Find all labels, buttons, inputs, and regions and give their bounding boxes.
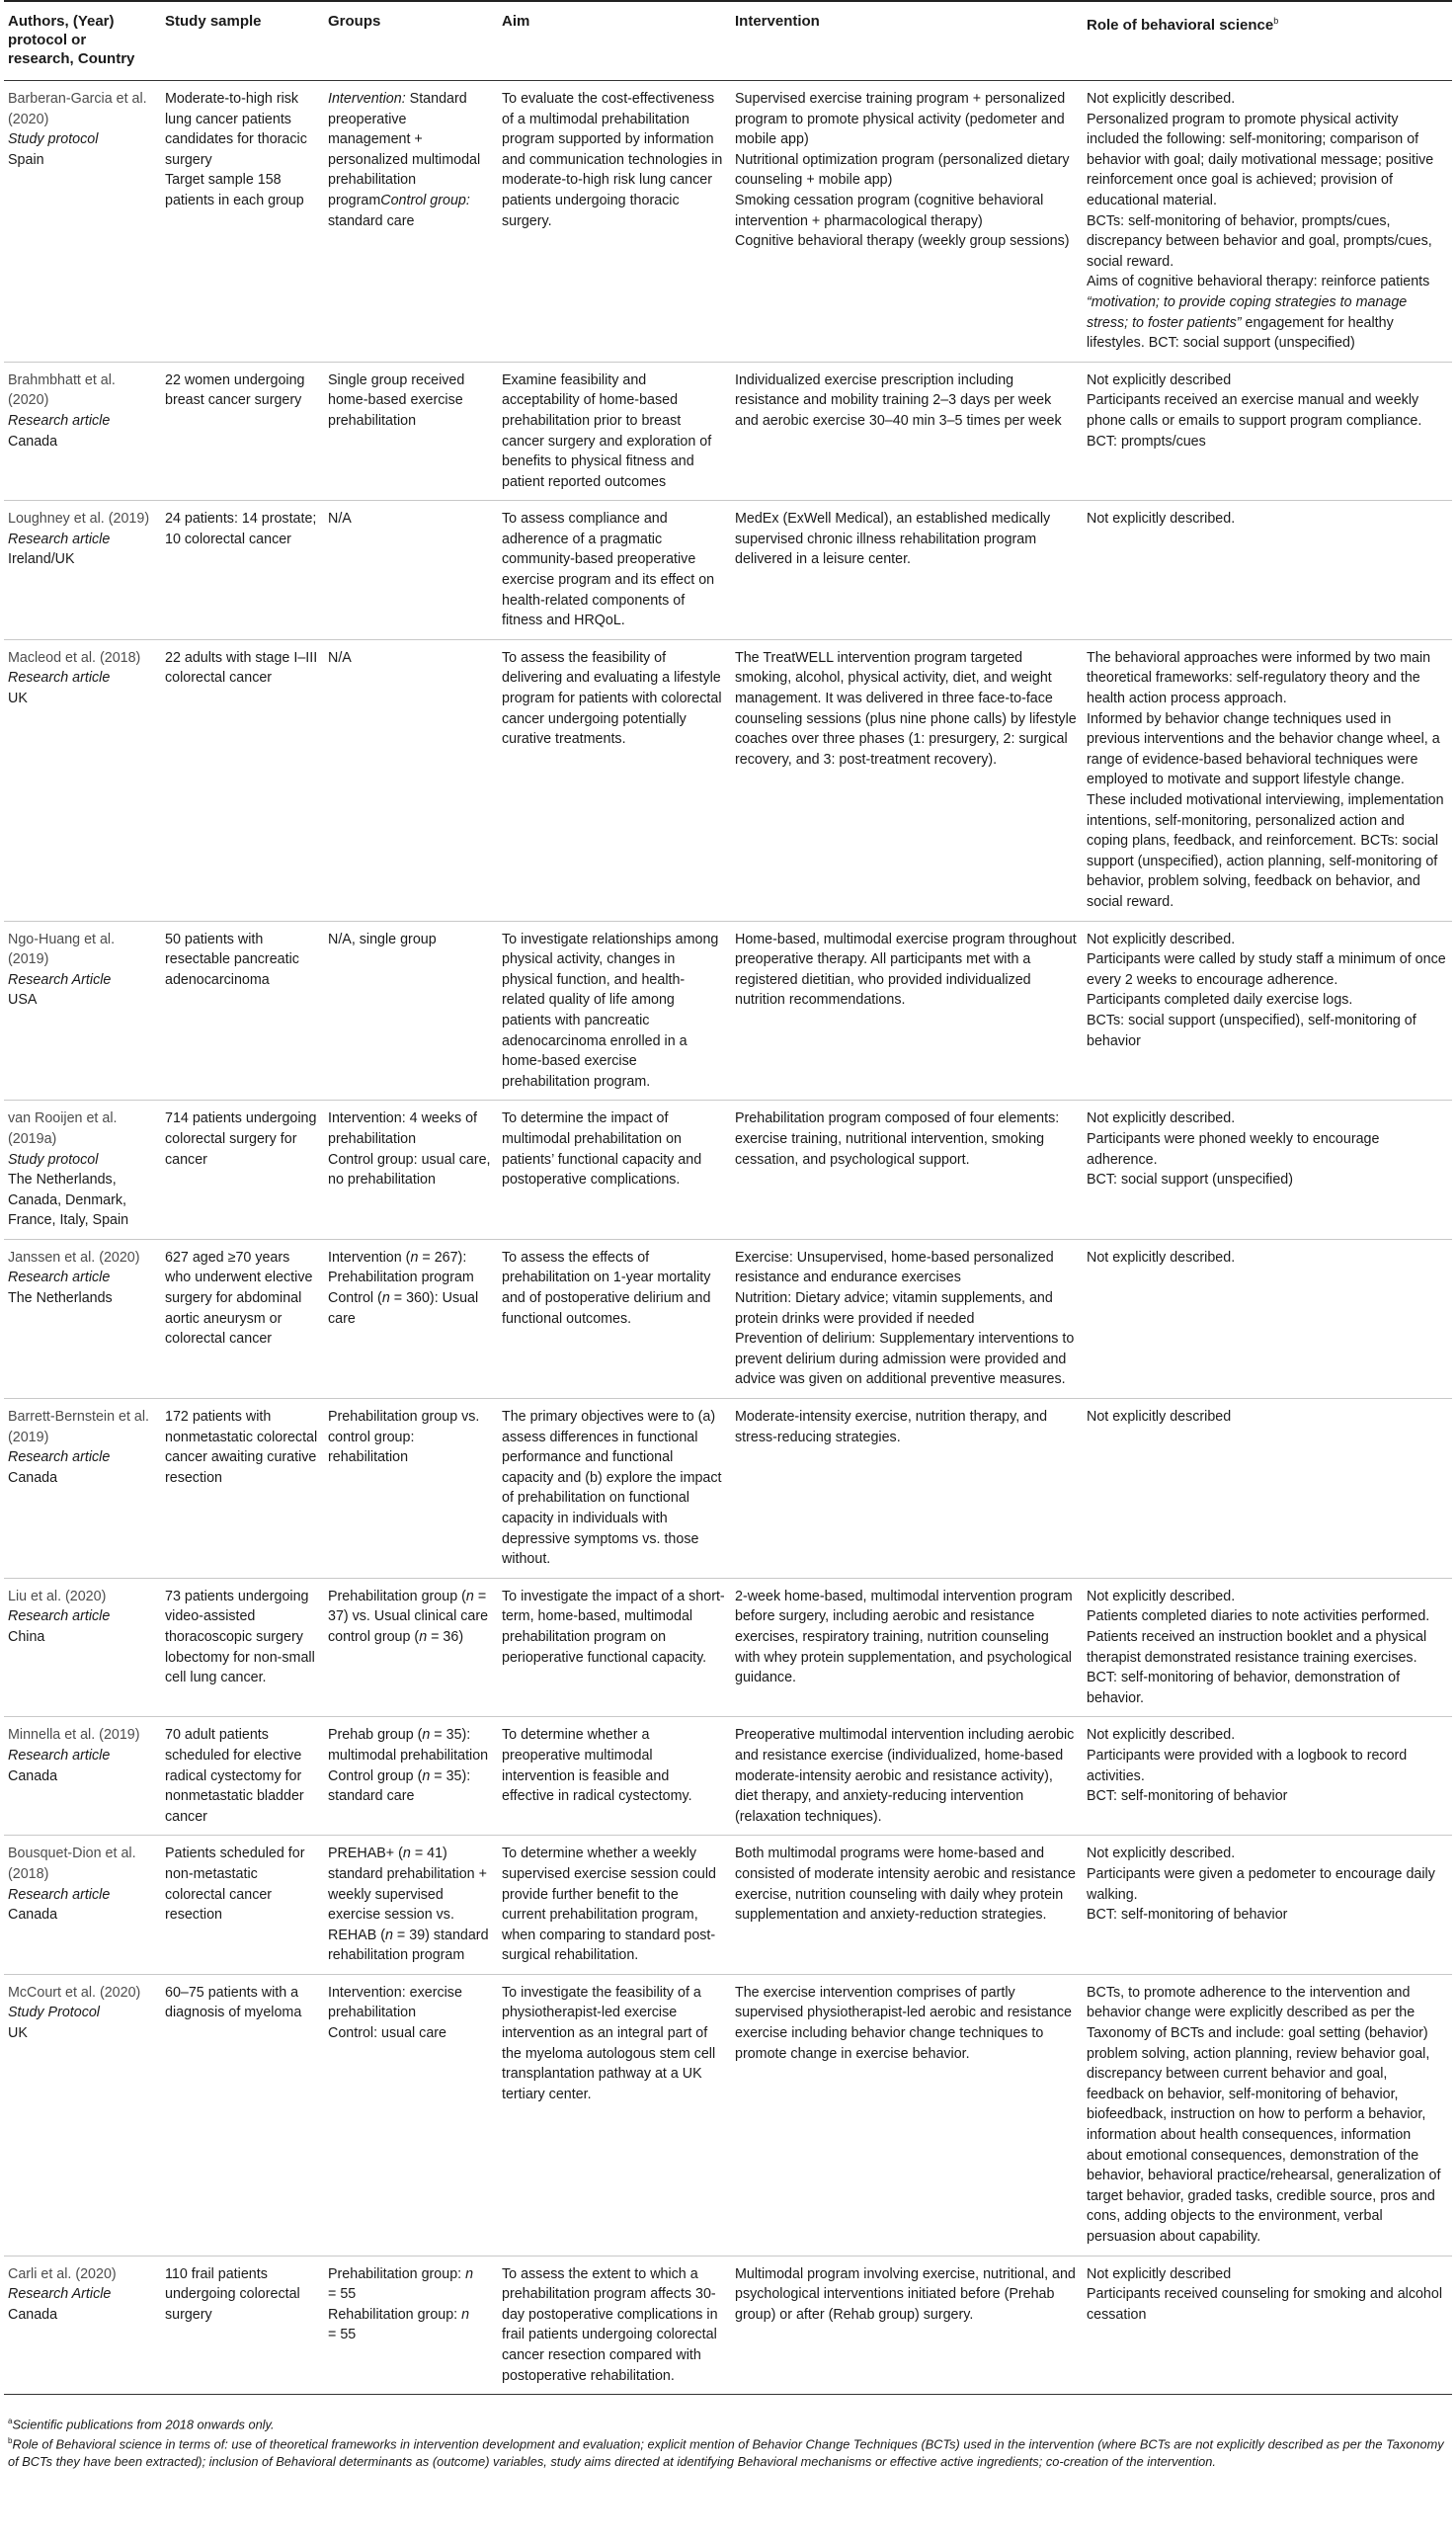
role-text: BCTs, to promote adherence to the intervention and behavior change were explicitly described as per the Taxonomy of BCTs and include: goal setting (behavior) problem solving, action planning, review behavior goal, discrepancy between current behavior and goal, feedback on behavior, self-monitoring of behavior, biofeedback, instruction on how to perform a behavior, information about health consequences, information about emotional consequences, demonstration of the behavior, behavioral practice/rehearsal, generalization of target behavior, graded tasks, credible source, pros and cons, adding objects to the environment, verbal persuasion about capability. bbox=[1087, 1984, 1441, 2245]
intervention-text: Moderate-intensity exercise, nutrition therapy, and stress-reducing strategies. bbox=[735, 1409, 1048, 1445]
cell-groups bbox=[324, 1399, 498, 1579]
cell-authors bbox=[4, 1399, 161, 1579]
sample-text: 24 patients: 14 prostate; 10 colorectal cancer bbox=[165, 511, 317, 547]
cell-intervention bbox=[731, 1399, 1083, 1579]
author-name: Macleod et al. (2018) bbox=[8, 649, 141, 666]
study-type: Study protocol bbox=[8, 131, 99, 148]
cell-role bbox=[1083, 1578, 1452, 1717]
sample-text: 110 frail patients undergoing colorectal surgery bbox=[165, 2265, 300, 2323]
cell-role bbox=[1083, 81, 1452, 363]
cell-groups bbox=[324, 81, 498, 363]
cell-groups bbox=[324, 362, 498, 501]
cell-sample bbox=[161, 1836, 324, 1975]
study-country: Canada bbox=[8, 2306, 58, 2323]
role-text: engagement for healthy lifestyles. BCT: social support (unspecified) bbox=[1087, 314, 1394, 352]
study-type: Study protocol bbox=[8, 1151, 99, 1168]
sample-text: 22 women undergoing breast cancer surgery bbox=[165, 371, 305, 409]
role-italic: “motivation; to provide coping strategies to manage stress; to foster patients” bbox=[1087, 293, 1408, 331]
table-row bbox=[4, 639, 1452, 921]
author-name: Loughney et al. (2019) bbox=[8, 511, 150, 528]
groups-text: N/A bbox=[328, 511, 352, 528]
cell-intervention bbox=[731, 81, 1083, 363]
cell-intervention bbox=[731, 362, 1083, 501]
cell-aim: To investigate relationships among physical activity, changes in physical function, and health-related quality of life among patients with pancreatic adenocarcinoma enrolled in a home-based exercise prehabilitation program. bbox=[498, 921, 731, 1101]
cell-groups bbox=[324, 921, 498, 1101]
intervention-text: Supervised exercise training program + personalized program to promote physical activity (pedometer and mobile app) Nutritional optimization program (personalized dietary counseling + mobile app) Smoking cessation program (cognitive behavioral intervention + pharmacological therapy) Cognitive behavioral therapy (weekly group sessions) bbox=[735, 91, 1070, 250]
cell-role bbox=[1083, 1239, 1452, 1398]
cell-groups bbox=[324, 1717, 498, 1836]
study-country: UK bbox=[8, 691, 28, 707]
header-aim: Aim bbox=[498, 1, 731, 81]
sample-text: 22 adults with stage I–III colorectal cancer bbox=[165, 649, 318, 687]
cell-sample bbox=[161, 1239, 324, 1398]
author-name: Liu et al. (2020) bbox=[8, 1588, 107, 1604]
cell-authors bbox=[4, 1101, 161, 1240]
groups-italic: n bbox=[402, 1846, 411, 1862]
groups-text: standard care bbox=[328, 212, 415, 229]
author-name: Carli et al. (2020) bbox=[8, 2265, 117, 2282]
cell-authors bbox=[4, 1239, 161, 1398]
cell-groups bbox=[324, 1239, 498, 1398]
table-row bbox=[4, 362, 1452, 501]
table-row bbox=[4, 81, 1452, 363]
cell-aim: To assess the feasibility of delivering and evaluating a lifestyle program for patients with colorectal cancer undergoing potentially curative treatments. bbox=[498, 639, 731, 921]
groups-italic: n bbox=[381, 1290, 390, 1307]
cell-authors bbox=[4, 501, 161, 640]
role-text: Not explicitly described. Participants were provided with a logbook to record activities. BCT: self-monitoring of behavior bbox=[1087, 1727, 1408, 1805]
study-type: Research Article bbox=[8, 2286, 112, 2303]
sample-text: 714 patients undergoing colorectal surgery for cancer bbox=[165, 1110, 317, 1168]
cell-groups bbox=[324, 501, 498, 640]
groups-italic: n bbox=[461, 2306, 470, 2323]
role-text: Not explicitly described. bbox=[1087, 1249, 1236, 1266]
footnote-a-sup: a bbox=[8, 2417, 13, 2426]
intervention-text: The exercise intervention comprises of partly supervised physiotherapist-led aerobic and resistance exercise including behavior change techniques to promote change in exercise behavior. bbox=[735, 1984, 1072, 2062]
study-type: Research article bbox=[8, 412, 111, 429]
header-role-label: Role of behavioral science bbox=[1087, 17, 1274, 34]
cell-sample bbox=[161, 362, 324, 501]
sample-text: Patients scheduled for non-metastatic colorectal cancer resection bbox=[165, 1846, 305, 1924]
groups-italic: n bbox=[465, 1588, 474, 1604]
author-name: Barrett-Bernstein et al. (2019) bbox=[8, 1409, 150, 1445]
study-table bbox=[4, 0, 1452, 2395]
study-country: Ireland/UK bbox=[8, 551, 75, 568]
cell-intervention bbox=[731, 1239, 1083, 1398]
groups-text: = 41) standard prehabilitation + weekly supervised exercise session vs. REHAB ( bbox=[328, 1846, 487, 1943]
footnote-b-text: Role of Behavioral science in terms of: use of theoretical frameworks in intervention development and evaluation; explicit mention of Behavior Change Techniques (BCTs) used in the intervention (where BCTs are not explicitly described as per the Taxonomy of BCTs they have been extracted); inclusion of Behavioral determinants as (outcome) variables, study aims directed at identifying Behavioral mechanisms or effective active ingredients; co-creation of the intervention. bbox=[8, 2436, 1444, 2469]
table-body bbox=[4, 81, 1452, 2395]
cell-aim: To assess the extent to which a prehabilitation program affects 30-day postoperative complications in frail patients undergoing colorectal cancer resection compared with postoperative rehabilitation. bbox=[498, 2256, 731, 2395]
study-country: Canada bbox=[8, 433, 58, 450]
role-text: Not explicitly described. bbox=[1087, 511, 1236, 528]
cell-intervention bbox=[731, 1717, 1083, 1836]
intervention-text: Home-based, multimodal exercise program throughout preoperative therapy. All participants met with a registered dietitian, who provided individualized nutrition recommendations. bbox=[735, 931, 1077, 1009]
intervention-text: The TreatWELL intervention program targeted smoking, alcohol, physical activity, diet, and weight management. It was delivered in three face-to-face counseling sessions (plus nine phone calls) by lifestyle coaches over three phases (1: presurgery, 2: surgical recovery, and 3: post-treatment recovery). bbox=[735, 649, 1077, 768]
author-name: Barberan-Garcia et al. (2020) bbox=[8, 91, 147, 127]
cell-intervention bbox=[731, 2256, 1083, 2395]
groups-text: PREHAB+ ( bbox=[328, 1846, 403, 1862]
cell-aim: To investigate the feasibility of a physiotherapist-led exercise intervention as an integral part of the myeloma autologous stem cell transplantation pathway at a UK tertiary center. bbox=[498, 1974, 731, 2256]
study-country: Canada bbox=[8, 1469, 58, 1486]
study-country: Spain bbox=[8, 151, 44, 168]
author-name: Brahmbhatt et al. (2020) bbox=[8, 371, 116, 409]
study-type: Research article bbox=[8, 1886, 111, 1903]
cell-sample bbox=[161, 1101, 324, 1240]
intervention-text: 2-week home-based, multimodal intervention program before surgery, including aerobic and resistance exercises, respiratory training, nutrition counseling with whey protein supplementation, and psychological guidance. bbox=[735, 1588, 1073, 1686]
groups-text: Standard preoperative management + personalized multimodal prehabilitation program bbox=[328, 91, 481, 208]
footnote-b-sup: b bbox=[8, 2436, 13, 2446]
table-row bbox=[4, 1239, 1452, 1398]
role-text: Not explicitly described. Patients completed diaries to note activities performed. Patients received an instruction booklet and a physical therapist demonstrated resistance training exercises. BCT: self-monitoring of behavior, demonstration of behavior. bbox=[1087, 1588, 1430, 1706]
cell-sample bbox=[161, 81, 324, 363]
groups-text: Single group received home-based exercise prehabilitation bbox=[328, 371, 465, 429]
cell-intervention bbox=[731, 921, 1083, 1101]
study-country: The Netherlands, Canada, Denmark, France, Italy, Spain bbox=[8, 1172, 129, 1229]
study-country: China bbox=[8, 1628, 45, 1645]
role-text: The behavioral approaches were informed by two main theoretical frameworks: self-regulatory theory and the health action process approach. Informed by behavior change techniques used in previous interventions and the behavior change wheel, a range of evidence-based behavioral techniques were employed to motivate and support lifestyle change. These included motivational interviewing, implementation intentions, self-monitoring, personalized action and coping plans, feedback, and reinforcement. BCTs: social support (unspecified), action planning, self-monitoring of behavior, problem solving, feedback on behavior, and social reward. bbox=[1087, 649, 1444, 910]
role-text: Not explicitly described. Participants were phoned weekly to encourage adherence. BCT: social support (unspecified) bbox=[1087, 1110, 1380, 1189]
groups-text: Prehabilitation group vs. control group: rehabilitation bbox=[328, 1409, 480, 1466]
groups-text: = 55 bbox=[328, 2327, 357, 2343]
cell-role bbox=[1083, 1101, 1452, 1240]
cell-aim: To determine whether a weekly supervised exercise session could provide further benefit to the current prehabilitation program, when comparing to standard post-surgical rehabilitation. bbox=[498, 1836, 731, 1975]
table-row bbox=[4, 1578, 1452, 1717]
groups-text: Intervention ( bbox=[328, 1249, 411, 1266]
cell-authors bbox=[4, 1717, 161, 1836]
cell-intervention bbox=[731, 1578, 1083, 1717]
table-row bbox=[4, 1717, 1452, 1836]
table-row bbox=[4, 2256, 1452, 2395]
intervention-text: Individualized exercise prescription including resistance and mobility training 2–3 days per week and aerobic exercise 30–40 min 3–5 times per week bbox=[735, 371, 1062, 429]
intervention-text: Prehabilitation program composed of four elements: exercise training, nutritional intervention, smoking cessation, and psychological support. bbox=[735, 1110, 1060, 1168]
cell-sample bbox=[161, 921, 324, 1101]
study-type: Research article bbox=[8, 1608, 111, 1625]
cell-authors bbox=[4, 1974, 161, 2256]
header-sample: Study sample bbox=[161, 1, 324, 81]
author-name: McCourt et al. (2020) bbox=[8, 1984, 141, 2001]
study-country: The Netherlands bbox=[8, 1290, 113, 1307]
groups-text: = 37) vs. Usual clinical care control group ( bbox=[328, 1588, 489, 1645]
cell-aim: To determine whether a preoperative multimodal intervention is feasible and effective in radical cystectomy. bbox=[498, 1717, 731, 1836]
study-type: Research Article bbox=[8, 971, 112, 988]
cell-role bbox=[1083, 362, 1452, 501]
cell-sample bbox=[161, 1717, 324, 1836]
cell-aim: The primary objectives were to (a) assess differences in functional performance and functional capacity and (b) explore the impact of prehabilitation on functional capacity in individuals with depressive symptoms vs. those without. bbox=[498, 1399, 731, 1579]
author-name: Ngo-Huang et al. (2019) bbox=[8, 931, 116, 968]
cell-sample bbox=[161, 1974, 324, 2256]
cell-groups bbox=[324, 1101, 498, 1240]
cell-intervention bbox=[731, 1974, 1083, 2256]
groups-italic: n bbox=[410, 1249, 419, 1266]
groups-italic: n bbox=[422, 1727, 431, 1744]
groups-text: = 35): multimodal prehabilitation Control group ( bbox=[328, 1727, 489, 1784]
table-row bbox=[4, 1974, 1452, 2256]
cell-authors bbox=[4, 2256, 161, 2395]
groups-text: Prehabilitation group: bbox=[328, 2265, 466, 2282]
footnote-a-text: Scientific publications from 2018 onwards only. bbox=[12, 2417, 275, 2432]
sample-text: 627 aged ≥70 years who underwent elective surgery for abdominal aortic aneurysm or colorectal cancer bbox=[165, 1249, 313, 1348]
groups-text: = 36) bbox=[427, 1628, 464, 1645]
study-country: Canada bbox=[8, 1767, 58, 1784]
intervention-text: Exercise: Unsupervised, home-based personalized resistance and endurance exercises Nutrition: Dietary advice; vitamin supplements, and protein drinks were provided if needed Prevention of delirium: Supplementary interventions to prevent delirium during admission were provided and advice was given on additional preventive measures. bbox=[735, 1249, 1075, 1388]
role-text: Not explicitly described. Personalized program to promote physical activity included the following: self-monitoring; comparison of behavior with goal; daily motivational message; positive reinforcement once goal is achieved; provision of educational material. BCTs: self-monitoring of behavior, prompts/cues, discrepancy between behavior and goal, prompts/cues, social reward. Aims of cognitive behavioral therapy: reinforce patients bbox=[1087, 91, 1434, 290]
groups-text: Prehab group ( bbox=[328, 1727, 423, 1744]
cell-aim: To assess the effects of prehabilitation on 1-year mortality and of postoperative delirium and functional outcomes. bbox=[498, 1239, 731, 1398]
cell-role bbox=[1083, 1836, 1452, 1975]
table-row bbox=[4, 1101, 1452, 1240]
role-text: Not explicitly described Participants received counseling for smoking and alcohol cessation bbox=[1087, 2265, 1443, 2323]
sample-text: 172 patients with nonmetastatic colorectal cancer awaiting curative resection bbox=[165, 1409, 318, 1486]
role-text: Not explicitly described Participants received an exercise manual and weekly phone calls or emails to support program compliance. BCT: prompts/cues bbox=[1087, 371, 1422, 450]
cell-authors bbox=[4, 362, 161, 501]
cell-aim: Examine feasibility and acceptability of home-based prehabilitation prior to breast cancer surgery and exploration of benefits to physical fitness and patient reported outcomes bbox=[498, 362, 731, 501]
author-name: Minnella et al. (2019) bbox=[8, 1727, 140, 1744]
author-name: Bousquet-Dion et al. (2018) bbox=[8, 1846, 136, 1882]
header-authors: Authors, (Year) protocol or research, Country bbox=[4, 1, 161, 81]
cell-role bbox=[1083, 501, 1452, 640]
study-type: Research article bbox=[8, 1449, 111, 1466]
cell-aim: To evaluate the cost-effectiveness of a multimodal prehabilitation program supported by information and communication technologies in moderate-to-high risk lung cancer patients undergoing thoracic surgery. bbox=[498, 81, 731, 363]
groups-italic: n bbox=[465, 2265, 474, 2282]
study-country: USA bbox=[8, 992, 38, 1009]
cell-aim: To assess compliance and adherence of a pragmatic community-based preoperative exercise program and its effect on health-related components of fitness and HRQoL. bbox=[498, 501, 731, 640]
study-type: Research article bbox=[8, 1270, 111, 1286]
header-intervention: Intervention bbox=[731, 1, 1083, 81]
role-text: Not explicitly described. Participants were called by study staff a minimum of once every 2 weeks to encourage adherence. Participants completed daily exercise logs. BCTs: social support (unspecified), self-monitoring of behavior bbox=[1087, 931, 1446, 1049]
table-row bbox=[4, 921, 1452, 1101]
cell-role bbox=[1083, 2256, 1452, 2395]
groups-italic: n bbox=[419, 1628, 428, 1645]
cell-groups bbox=[324, 1578, 498, 1717]
groups-italic: n bbox=[422, 1767, 431, 1784]
cell-role bbox=[1083, 639, 1452, 921]
author-name: Janssen et al. (2020) bbox=[8, 1249, 140, 1266]
cell-role bbox=[1083, 921, 1452, 1101]
groups-text: = 35): standard care bbox=[328, 1767, 471, 1805]
cell-intervention bbox=[731, 639, 1083, 921]
intervention-text: Preoperative multimodal intervention including aerobic and resistance exercise (individualized, home-based moderate-intensity aerobic and resistance activity), diet therapy, and anxiety-reducing intervention (relaxation techniques). bbox=[735, 1727, 1075, 1825]
sample-text: 60–75 patients with a diagnosis of myeloma bbox=[165, 1984, 302, 2021]
footnote-a bbox=[8, 2413, 1448, 2432]
table-row bbox=[4, 1399, 1452, 1579]
header-groups: Groups bbox=[324, 1, 498, 81]
cell-sample bbox=[161, 1399, 324, 1579]
table-row bbox=[4, 501, 1452, 640]
cell-role bbox=[1083, 1974, 1452, 2256]
study-country: Canada bbox=[8, 1907, 58, 1924]
intervention-text: Multimodal program involving exercise, nutritional, and psychological interventions initiated before (Prehab group) or after (Rehab group) surgery. bbox=[735, 2265, 1076, 2323]
cell-sample bbox=[161, 2256, 324, 2395]
role-text: Not explicitly described. Participants were given a pedometer to encourage daily walking. BCT: self-monitoring of behavior bbox=[1087, 1846, 1435, 1924]
role-text: Not explicitly described bbox=[1087, 1409, 1232, 1426]
cell-aim: To determine the impact of multimodal prehabilitation on patients’ functional capacity and postoperative complications. bbox=[498, 1101, 731, 1240]
study-type: Research article bbox=[8, 1747, 111, 1764]
intervention-text: MedEx (ExWell Medical), an established medically supervised chronic illness rehabilitation program delivered in a leisure center. bbox=[735, 511, 1051, 568]
groups-text: Prehabilitation group ( bbox=[328, 1588, 466, 1604]
footnotes bbox=[4, 2413, 1452, 2470]
groups-text: N/A bbox=[328, 649, 352, 666]
cell-groups bbox=[324, 639, 498, 921]
groups-text: N/A, single group bbox=[328, 931, 437, 947]
cell-role bbox=[1083, 1399, 1452, 1579]
groups-italic: Intervention: bbox=[328, 91, 406, 107]
groups-italic: n bbox=[385, 1927, 393, 1943]
cell-sample bbox=[161, 639, 324, 921]
cell-sample bbox=[161, 501, 324, 640]
header-role-sup: b bbox=[1273, 16, 1279, 26]
cell-role bbox=[1083, 1717, 1452, 1836]
cell-intervention bbox=[731, 1101, 1083, 1240]
study-type: Research article bbox=[8, 670, 111, 687]
cell-aim: To investigate the impact of a short-term, home-based, multimodal prehabilitation program on perioperative functional capacity. bbox=[498, 1578, 731, 1717]
study-country: UK bbox=[8, 2025, 28, 2042]
cell-authors bbox=[4, 1578, 161, 1717]
cell-groups bbox=[324, 2256, 498, 2395]
intervention-text: Both multimodal programs were home-based and consisted of moderate intensity aerobic and resistance exercise, nutrition counseling with daily whey protein supplementation and anxiety-reduction strategies. bbox=[735, 1846, 1076, 1924]
groups-text: = 39) standard rehabilitation program bbox=[328, 1927, 489, 1964]
cell-authors bbox=[4, 81, 161, 363]
groups-text: = 360): Usual care bbox=[328, 1290, 479, 1327]
header-row bbox=[4, 1, 1452, 81]
sample-text: 50 patients with resectable pancreatic adenocarcinoma bbox=[165, 931, 299, 988]
study-type: Study Protocol bbox=[8, 2005, 100, 2021]
cell-intervention bbox=[731, 501, 1083, 640]
sample-text: 70 adult patients scheduled for elective radical cystectomy for nonmetastatic bladder cancer bbox=[165, 1727, 304, 1825]
sample-text: Moderate-to-high risk lung cancer patients candidates for thoracic surgery Target sample 158 patients in each group bbox=[165, 91, 307, 208]
header-role bbox=[1083, 1, 1452, 81]
cell-authors bbox=[4, 1836, 161, 1975]
table-row bbox=[4, 1836, 1452, 1975]
cell-groups bbox=[324, 1836, 498, 1975]
groups-italic: Control group: bbox=[380, 192, 470, 208]
cell-authors bbox=[4, 639, 161, 921]
footnote-b bbox=[8, 2432, 1448, 2469]
groups-text: = 55 Rehabilitation group: bbox=[328, 2286, 462, 2323]
author-name: van Rooijen et al. (2019a) bbox=[8, 1110, 118, 1147]
groups-text: Intervention: exercise prehabilitation Control: usual care bbox=[328, 1984, 462, 2042]
cell-sample bbox=[161, 1578, 324, 1717]
groups-text: = 267): Prehabilitation program Control ( bbox=[328, 1249, 474, 1307]
cell-authors bbox=[4, 921, 161, 1101]
sample-text: 73 patients undergoing video-assisted thoracoscopic surgery lobectomy for non-small cell lung cancer. bbox=[165, 1588, 315, 1686]
cell-intervention bbox=[731, 1836, 1083, 1975]
groups-text: Intervention: 4 weeks of prehabilitation Control group: usual care, no prehabilitation bbox=[328, 1110, 491, 1189]
study-type: Research article bbox=[8, 531, 111, 547]
cell-groups bbox=[324, 1974, 498, 2256]
